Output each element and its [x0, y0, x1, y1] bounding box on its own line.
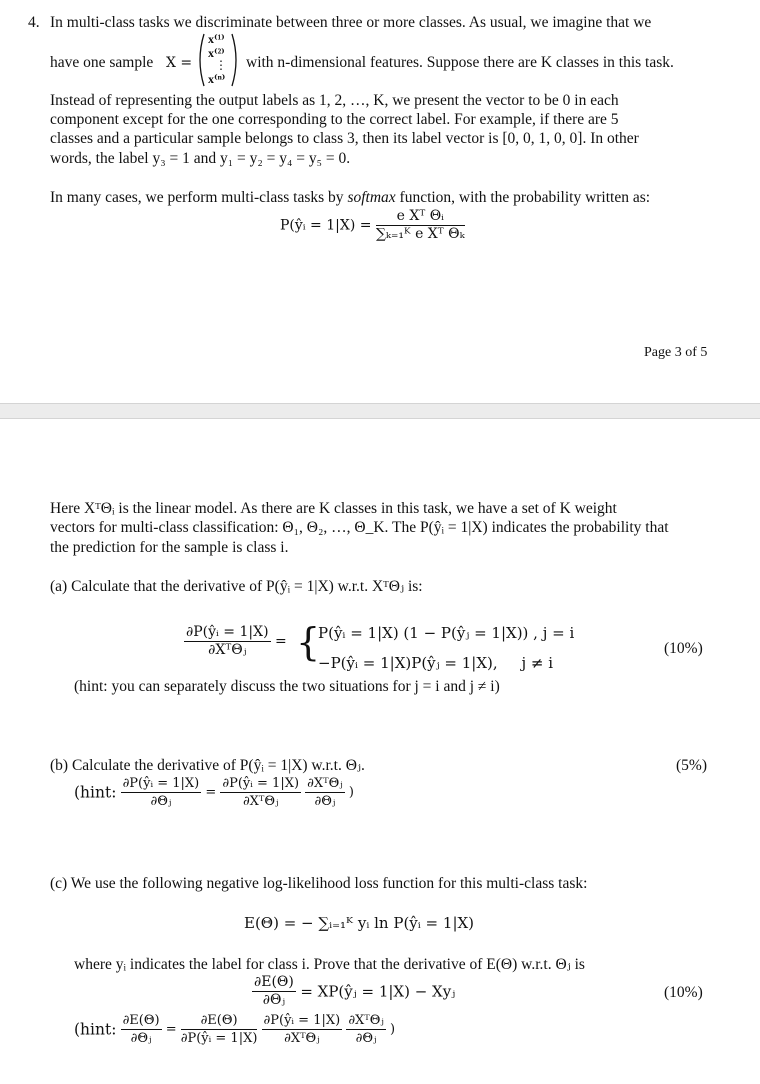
- part-c-hint-frac1: [121, 1012, 162, 1047]
- part-b-hint-open: (hint:: [74, 783, 117, 802]
- part-b-frac1-den: ∂Θⱼ: [150, 794, 172, 809]
- part-c-loss: E(Θ) = − ∑ᵢ₌₁ᴷ yᵢ ln P(ŷᵢ = 1|X): [244, 914, 475, 932]
- part-c-hint-close: ): [390, 1022, 396, 1037]
- part-b-frac3: [305, 775, 345, 810]
- part-c-hint-open: (hint:: [74, 1020, 117, 1039]
- vector-lhs: X =: [166, 55, 193, 71]
- intro-line3: the prediction for the sample is class i.: [50, 539, 289, 556]
- part-c-hint-frac2-num: ∂E(Θ): [181, 1012, 258, 1030]
- q4-para1-line1: Instead of representing the output labels as 1, 2, …, K, we present the vector to be 0 in each: [50, 92, 619, 109]
- part-a-lhs-num: ∂P(ŷᵢ = 1|X): [186, 624, 269, 640]
- part-c-hint-frac2: [181, 1012, 258, 1047]
- part-a-case2: −P(ŷᵢ = 1|X)P(ŷⱼ = 1|X), j ≠ i: [318, 654, 554, 672]
- part-b-frac2: [220, 775, 301, 810]
- page-number: Page 3 of 5: [644, 345, 708, 360]
- softmax-pre: In many cases, we perform multi-class tasks by: [50, 189, 344, 206]
- column-vector: [196, 32, 240, 88]
- softmax-post: function, with the probability written as:: [399, 189, 651, 206]
- softmax-equation: [280, 208, 465, 243]
- part-a-case1: P(ŷᵢ = 1|X) (1 − P(ŷⱼ = 1|X)) , j = i: [318, 624, 575, 642]
- part-a-question: (a) Calculate that the derivative of P(ŷᵢ = 1|X) w.r.t. XᵀΘⱼ is:: [50, 578, 423, 595]
- part-b-frac2-num: ∂P(ŷᵢ = 1|X): [222, 776, 300, 791]
- part-c-hint: (hint: $\frac{\partial E(\Theta)}{\text{∂Θⱼ}}$ = $\frac{\partial E(\Theta)}{\text{∂P(ŷᵢ = 1|X)}}$ $\frac{\text{∂P(ŷᵢ = 1|X)}}{\text{∂XᵀΘⱼ}}$ $\frac{\text{∂XᵀΘⱼ}}{\text{∂Θⱼ}}$ ): [74, 1013, 396, 1046]
- part-c-hint-frac3: [262, 1012, 343, 1047]
- part-c-hint-frac4-num: ∂XᵀΘⱼ: [348, 1013, 384, 1028]
- cases-brace: {: [296, 620, 321, 664]
- part-a-points: (10%): [664, 640, 703, 657]
- part-c-result-frac: [252, 974, 296, 1009]
- part-b-points: (5%): [676, 757, 707, 774]
- softmax-lhs: P(ŷᵢ = 1|X) =: [280, 217, 372, 234]
- part-c-result-rhs: = XP(ŷⱼ = 1|X) − Xyⱼ: [300, 982, 456, 1001]
- part-a-lhs-den: ∂XᵀΘⱼ: [208, 642, 247, 658]
- part-b-frac1: [121, 775, 202, 810]
- part-c-points: (10%): [664, 984, 703, 1001]
- q4-para1-line2: component except for the one corresponding to the correct label. For example, if there are 5: [50, 111, 619, 128]
- part-c-hint-frac1-num: ∂E(Θ): [122, 1013, 160, 1028]
- q4-line2-post: with n-dimensional features. Suppose there are K classes in this task.: [246, 54, 674, 71]
- q4-line1: In multi-class tasks we discriminate between three or more classes. As usual, we imagine that we: [50, 14, 652, 31]
- q4-para1-line3: classes and a particular sample belongs to class 3, then its label vector is [0, 0, 1, 0, 0]. In other: [50, 130, 639, 147]
- softmax-denominator: ∑ₖ₌₁ᴷ e Xᵀ Θₖ: [375, 226, 465, 242]
- part-a-equation: $\frac{\text{∂P(ŷᵢ = 1|X)}}{\text{∂XᵀΘⱼ}}$ =: [186, 624, 287, 658]
- part-c-hint-frac4: [346, 1012, 386, 1047]
- part-c-result-num: ∂E(Θ): [254, 974, 294, 990]
- part-b-frac1-num: ∂P(ŷᵢ = 1|X): [122, 776, 200, 791]
- part-b-hint: (hint: $\frac{\text{∂P(ŷᵢ = 1|X)}}{\text{∂Θⱼ}}$ = $\frac{\text{∂P(ŷᵢ = 1|X)}}{\text{∂XᵀΘⱼ}}$ $\frac{\text{∂XᵀΘⱼ}}{\text{∂Θⱼ}}$ ): [74, 776, 354, 809]
- intro-line2: vectors for multi-class classification: Θ₁, Θ₂, …, Θ_K. The P(ŷᵢ = 1|X) indicates the probability that: [50, 519, 669, 536]
- part-b-frac3-num: ∂XᵀΘⱼ: [307, 776, 343, 791]
- page-break: [0, 403, 760, 419]
- part-c-hint-frac2-den: ∂P(ŷᵢ = 1|X): [180, 1031, 258, 1046]
- part-c-hint-frac3-den: ∂XᵀΘⱼ: [284, 1031, 320, 1046]
- part-a-lhs-fraction: [184, 624, 271, 659]
- part-c-hint-frac3-num: ∂P(ŷᵢ = 1|X): [263, 1013, 341, 1028]
- intro-line1: Here XᵀΘᵢ is the linear model. As there are K classes in this task, we have a set of K weight: [50, 500, 617, 517]
- q4-para1-line4: words, the label y₃ = 1 and y₁ = y₂ = y₄ = y₅ = 0.: [50, 150, 351, 167]
- part-b-question: (b) Calculate the derivative of P(ŷᵢ = 1|X) w.r.t. Θⱼ.: [50, 757, 365, 774]
- vector-entry-2: x⁽²⁾: [208, 46, 225, 60]
- vector-dots: ⋮: [215, 58, 227, 72]
- part-b-frac2-den: ∂XᵀΘⱼ: [242, 794, 279, 809]
- softmax-sentence: [50, 188, 650, 208]
- vector-entry-1: x⁽¹⁾: [208, 32, 225, 46]
- part-c-result-den: ∂Θⱼ: [262, 992, 286, 1008]
- part-c-result: [252, 974, 455, 1009]
- part-c-hint-frac4-den: ∂Θⱼ: [355, 1031, 377, 1046]
- part-b-frac3-den: ∂Θⱼ: [314, 794, 336, 809]
- part-c-hint-frac1-den: ∂Θⱼ: [130, 1031, 152, 1046]
- softmax-word: softmax: [347, 189, 396, 206]
- q4-line2-pre: have one sample: [50, 54, 154, 71]
- question-number: 4.: [28, 14, 40, 31]
- softmax-numerator: e Xᵀ Θᵢ: [376, 208, 465, 226]
- vector-entry-n: x⁽ⁿ⁾: [208, 72, 226, 86]
- part-c-where: where yᵢ indicates the label for class i. Prove that the derivative of E(Θ) w.r.t. Θⱼ is: [74, 956, 585, 973]
- softmax-fraction: [376, 208, 465, 243]
- part-c-question: (c) We use the following negative log-likelihood loss function for this multi-class task:: [50, 875, 588, 892]
- part-b-hint-close: ): [348, 785, 354, 800]
- part-a-hint: (hint: you can separately discuss the two situations for j = i and j ≠ i): [74, 678, 500, 695]
